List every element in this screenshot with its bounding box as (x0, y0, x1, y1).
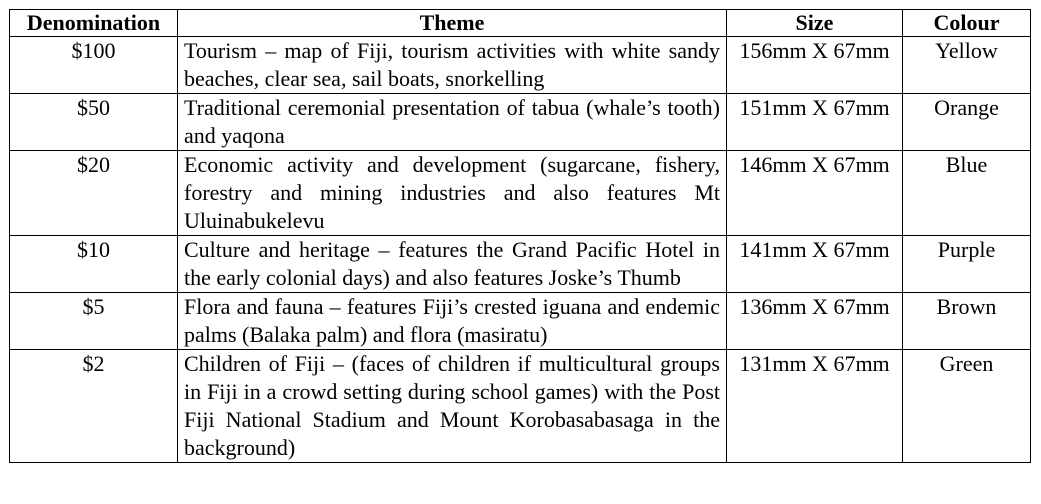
colour-cell: Brown (903, 293, 1031, 350)
size-cell: 141mm X 67mm (727, 236, 903, 293)
theme-cell: Culture and heritage – features the Grand Pacific Hotel in the early colonial days) and also features Joske’s Thumb (178, 236, 727, 293)
header-denomination: Denomination (10, 10, 178, 37)
header-size: Size (727, 10, 903, 37)
denomination-cell: $100 (10, 37, 178, 94)
colour-cell: Blue (903, 151, 1031, 236)
theme-cell: Traditional ceremonial presentation of tabua (whale’s tooth) and yaqona (178, 94, 727, 151)
colour-cell: Orange (903, 94, 1031, 151)
colour-cell: Yellow (903, 37, 1031, 94)
denomination-cell: $2 (10, 350, 178, 463)
header-row (10, 10, 1031, 37)
theme-cell: Economic activity and development (sugarcane, fishery, forestry and mining industries and also features Mt Uluinabukelevu (178, 151, 727, 236)
table-row (10, 350, 1031, 463)
table-row (10, 151, 1031, 236)
theme-cell: Children of Fiji – (faces of children if multicultural groups in Fiji in a crowd setting during school games) with the Post Fiji National Stadium and Mount Korobasabasaga in the background) (178, 350, 727, 463)
size-cell: 131mm X 67mm (727, 350, 903, 463)
table-row (10, 236, 1031, 293)
size-cell: 151mm X 67mm (727, 94, 903, 151)
denomination-cell: $10 (10, 236, 178, 293)
header-theme: Theme (178, 10, 727, 37)
size-cell: 136mm X 67mm (727, 293, 903, 350)
table-row (10, 293, 1031, 350)
colour-cell: Green (903, 350, 1031, 463)
size-cell: 146mm X 67mm (727, 151, 903, 236)
denomination-cell: $50 (10, 94, 178, 151)
theme-cell: Flora and fauna – features Fiji’s crested iguana and endemic palms (Balaka palm) and flora (masiratu) (178, 293, 727, 350)
header-colour: Colour (903, 10, 1031, 37)
table-header (10, 10, 1031, 37)
denomination-cell: $5 (10, 293, 178, 350)
banknote-table (9, 9, 1031, 463)
size-cell: 156mm X 67mm (727, 37, 903, 94)
denomination-cell: $20 (10, 151, 178, 236)
theme-cell: Tourism – map of Fiji, tourism activities with white sandy beaches, clear sea, sail boats, snorkelling (178, 37, 727, 94)
table-row (10, 94, 1031, 151)
table-row (10, 37, 1031, 94)
table-body (10, 37, 1031, 463)
colour-cell: Purple (903, 236, 1031, 293)
